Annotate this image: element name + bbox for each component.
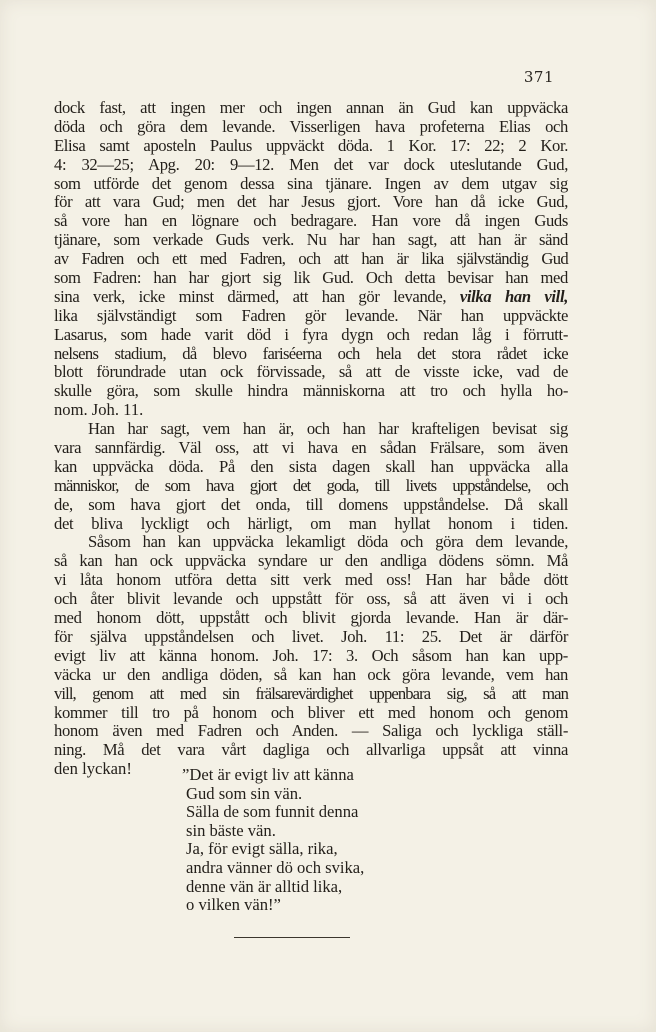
poem-line: andra vänner dö och svika, [186,857,365,877]
text-line: väcka ur den andliga döden, så kan han ock göra levande, vem han [54,664,568,684]
text-line: vi låta honom utföra detta sitt verk med oss! Han har både dött [54,570,568,590]
text-line: av Fadren och ett med Fadren, och att han är lika självständig Gud [54,249,568,269]
text-line: som Fadren: han har gjort sig lik Gud. Och detta bevisar han med [54,268,568,288]
text-line: honom även med Fadren och Anden. — Saliga och lyckliga ställ- [54,721,568,741]
text-line: ning. Må det vara vårt dagliga och allvarliga uppsåt att vinna [54,740,568,760]
text-line: evigt liv att känna honom. Joh. 17: 3. Och såsom han kan upp- [54,645,568,665]
page-number: 371 [523,68,554,86]
text-line: Han har sagt, vem han är, och han har krafteligen bevisat sig [88,419,568,439]
poem-line: ”Det är evigt liv att känna [182,765,354,784]
text-line: det bliva lyckligt och härligt, om man hyllat honom i tiden. [54,513,568,533]
text-line: tjänare, som verkade Guds verk. Nu har han sagt, att han är sänd [54,230,568,250]
text-line: nom. Joh. 11. [54,400,144,420]
poem-line: Sälla de som funnit denna [186,802,359,822]
text-line: för att vara Gud; men det har Jesus gjort. Vore han då icke Gud, [54,192,568,212]
text-line: den lyckan! [54,759,132,779]
text-line: blott förundrade utan ock förvissade, så att de visste icke, vad de [54,362,568,382]
poem-line: o vilken vän!” [186,895,281,915]
text-line: skulle göra, som skulle hindra människorna att tro och hylla ho- [54,381,568,401]
text-line: så kan han ock uppväcka syndare ur den andliga dödens sömn. Må [54,551,568,571]
text-line: med honom dött, uppstått och blivit gjorda levande. Han är där- [54,608,568,628]
text-line: människor, de som hava gjort det goda, till livets uppståndelse, och [54,475,568,495]
text-line: nelsens stadium, då blevo fariséerna och hela det stora rådet icke [54,343,568,363]
poem-line: denne vän är alltid lika, [186,876,343,896]
text-line: kommer till tro på honom och bliver ett med honom och genom [54,702,568,722]
text-line: vill, genom att med sin frälsarevärdighet uppenbara sig, så att man [54,683,568,703]
text-line: vara sannfärdig. Väl oss, att vi hava en sådan Frälsare, som även [54,438,568,458]
text-line: Elisa samt aposteln Paulus uppväckt döda. 1 Kor. 17: 22; 2 Kor. [54,135,568,155]
text-line: för själva uppståndelsen och livet. Joh. 11: 25. Det är därför [54,626,568,646]
text-line: döda och göra dem levande. Visserligen hava profeterna Elias och [54,116,568,136]
poem [182,766,364,915]
body-text [54,99,568,779]
poem-line: Ja, för evigt sälla, rika, [186,839,338,859]
text-line: som utförde det genom dessa sina tjänare. Ingen av dem utgav sig [54,173,568,193]
italic-emphasis: vilka han vill, [459,286,568,306]
poem-line: Gud som sin vän. [186,783,303,803]
text-line: Såsom han kan uppväcka lekamligt döda och göra dem levande, [88,532,568,552]
section-divider [234,937,350,938]
text-line: Lasarus, som hade varit död i fyra dygn och redan låg i förrutt- [54,324,568,344]
text-line: dock fast, att ingen mer och ingen annan än Gud kan uppväcka [54,98,568,117]
text-line: och åter blivit levande och uppstått för oss, så att även vi i och [54,589,568,609]
text-line: sina verk, icke minst därmed, att han gör levande, vilka han vill, [54,286,568,306]
text-line: de, som hava gjort det onda, till domens uppståndelse. Då skall [54,494,568,514]
text-line: 4: 32—25; Apg. 20: 9—12. Men det var dock uteslutande Gud, [54,154,568,174]
text-line: lika självständigt som Fadren gör levande. När han uppväckte [54,305,568,325]
text-line: kan uppväcka döda. På den sista dagen skall han uppväcka alla [54,456,568,476]
text-line: så vore han en lögnare och bedragare. Han vore då ingen Guds [54,211,568,231]
poem-line: sin bäste vän. [186,820,276,840]
